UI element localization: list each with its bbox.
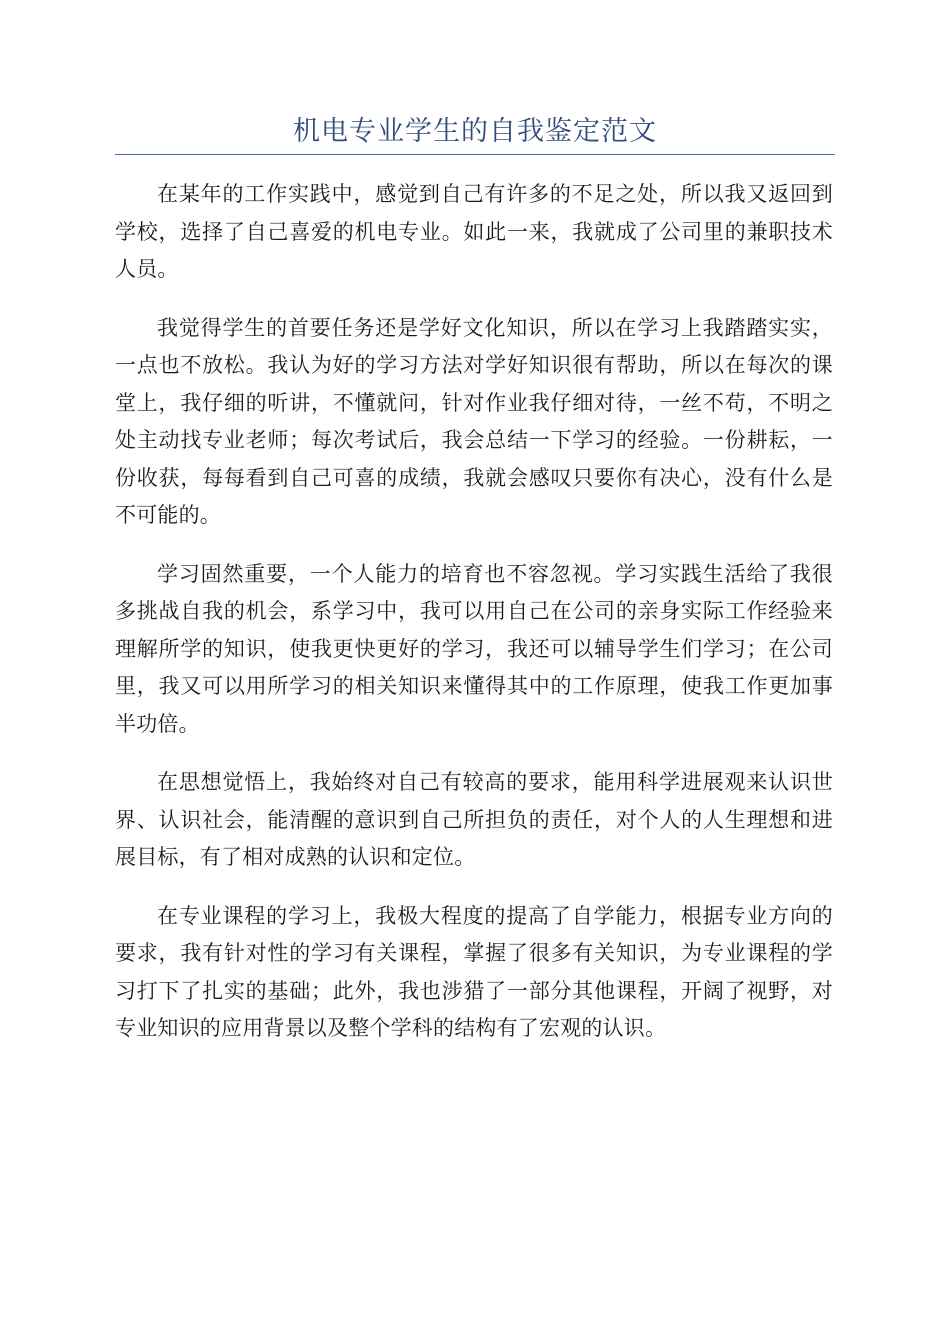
document-body <box>115 176 833 1069</box>
title-underline <box>115 154 835 155</box>
document-title: 机电专业学生的自我鉴定范文 <box>293 116 657 147</box>
paragraph-1: 在某年的工作实践中，感觉到自己有许多的不足之处，所以我又返回到学校，选择了自己喜爱的机电专业。如此一来，我就成了公司里的兼职技术人员。 <box>115 182 833 281</box>
paragraph-3: 学习固然重要，一个人能力的培育也不容忽视。学习实践生活给了我很多挑战自我的机会，系学习中，我可以用自己在公司的亲身实际工作经验来理解所学的知识，使我更快更好的学习，我还可以辅导学生们学习；在公司里，我又可以用所学习的相关知识来懂得其中的工作原理，使我工作更加事半功倍。 <box>115 561 833 736</box>
paragraph-2: 我觉得学生的首要任务还是学好文化知识，所以在学习上我踏踏实实，一点也不放松。我认为好的学习方法对学好知识很有帮助，所以在每次的课堂上，我仔细的听讲，不懂就问，针对作业我仔细对待，一丝不苟，不明之处主动找专业老师；每次考试后，我会总结一下学习的经验。一份耕耘，一份收获，每每看到自己可喜的成绩，我就会感叹只要你有决心，没有什么是不可能的。 <box>115 315 833 527</box>
paragraph-5: 在专业课程的学习上，我极大程度的提高了自学能力，根据专业方向的要求，我有针对性的学习有关课程，掌握了很多有关知识，为专业课程的学习打下了扎实的基础；此外，我也涉猎了一部分其他课程，开阔了视野，对专业知识的应用背景以及整个学科的结构有了宏观的认识。 <box>115 903 833 1040</box>
paragraph-4: 在思想觉悟上，我始终对自己有较高的要求，能用科学进展观来认识世界、认识社会，能清醒的意识到自己所担负的责任，对个人的人生理想和进展目标，有了相对成熟的认识和定位。 <box>115 770 833 869</box>
